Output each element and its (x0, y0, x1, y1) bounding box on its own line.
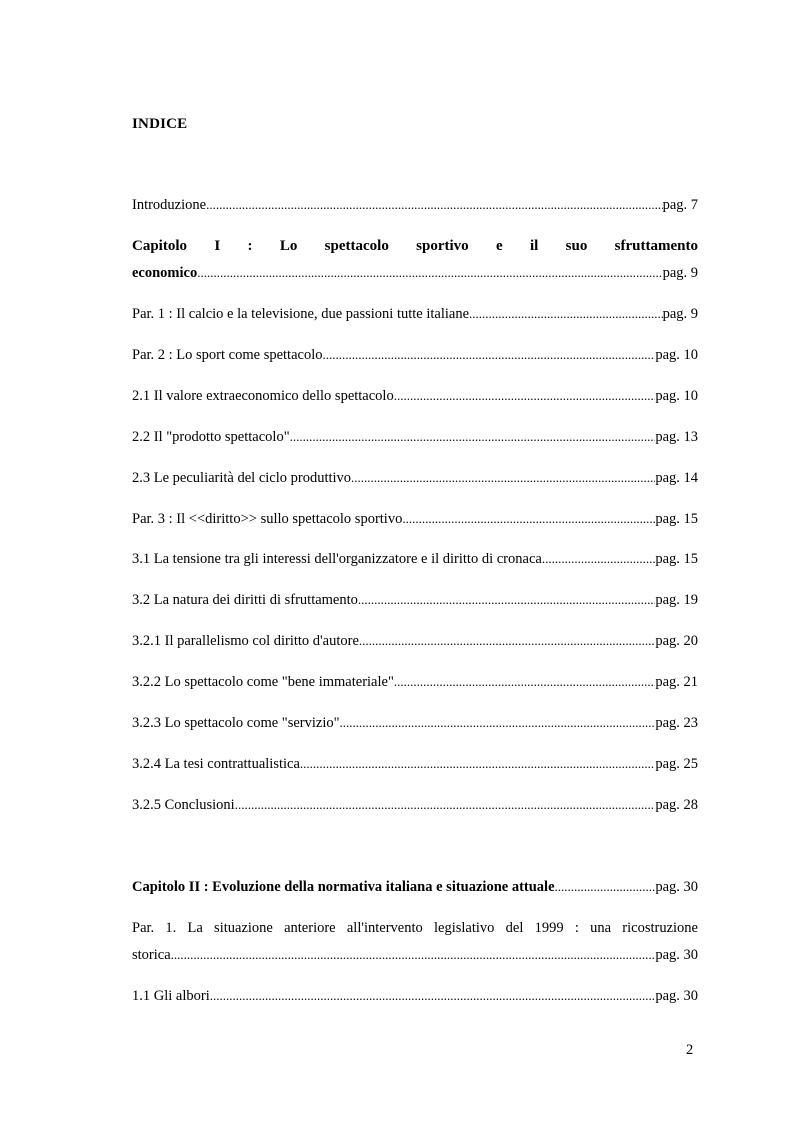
toc-entry-1-1 (132, 988, 698, 1005)
toc-leader-dots (542, 551, 656, 567)
toc-leader-dots (197, 265, 662, 281)
toc-entry-3-2-1 (132, 633, 698, 650)
toc-entry-par2 (132, 347, 698, 364)
toc-leader-dots (358, 592, 655, 608)
toc-entry-page: pag. 25 (655, 756, 698, 772)
toc-entry-label: 3.2.5 Conclusioni (132, 797, 235, 813)
toc-entry-label: 2.3 Le peculiarità del ciclo produttivo (132, 470, 352, 486)
toc-leader-dots (359, 633, 655, 649)
toc-entry-label: 2.1 Il valore extraeconomico dello spettacolo (132, 388, 394, 404)
toc-entry-ch2-par1 (132, 947, 698, 964)
toc-entry-label: 3.2.3 Lo spettacolo come "servizio" (132, 715, 340, 731)
toc-leader-dots (394, 674, 655, 690)
toc-entry-par3 (132, 511, 698, 528)
toc-entry-label: 3.2.2 Lo spettacolo come "bene immateriale" (132, 674, 394, 690)
toc-entry-label: Capitolo II : Evoluzione della normativa italiana e situazione attuale (132, 879, 555, 895)
toc-entry-ch2-par1-line1: Par. 1. La situazione anteriore all'intervento legislativo del 1999 : una ricostruzione (132, 920, 698, 936)
toc-leader-dots (171, 947, 656, 963)
toc-entry-par1 (132, 306, 698, 323)
toc-entry-page: pag. 23 (655, 715, 698, 731)
toc-entry-3-2-3 (132, 715, 698, 732)
toc-entry-chapter2 (132, 879, 698, 896)
toc-leader-dots (290, 429, 656, 445)
toc-entry-page: pag. 10 (655, 347, 698, 363)
toc-entry-page: pag. 15 (655, 551, 698, 567)
toc-entry-3-2-5 (132, 797, 698, 814)
toc-entry-2-3 (132, 470, 698, 487)
toc-entry-page: pag. 30 (655, 947, 698, 963)
toc-leader-dots (351, 470, 655, 486)
toc-entry-page: pag. 9 (662, 265, 698, 281)
toc-entry-page: pag. 30 (655, 879, 698, 895)
toc-entry-3-2-4 (132, 756, 698, 773)
toc-entry-label: 3.1 La tensione tra gli interessi dell'organizzatore e il diritto di cronaca (132, 551, 542, 567)
toc-entry-page: pag. 28 (655, 797, 698, 813)
index-title: INDICE (132, 116, 188, 132)
toc-leader-dots (402, 511, 655, 527)
toc-entry-page: pag. 21 (655, 674, 698, 690)
toc-entry-page: pag. 19 (655, 592, 698, 608)
page-number: 2 (686, 1042, 694, 1058)
toc-entry-3-1 (132, 551, 698, 568)
toc-entry-chapter1-line1: Capitolo I : Lo spettacolo sportivo e il suo sfruttamento (132, 238, 698, 254)
toc-entry-page: pag. 20 (655, 633, 698, 649)
toc-entry-page: pag. 14 (655, 470, 698, 486)
toc-leader-dots (300, 756, 655, 772)
toc-entry-page: pag. 9 (662, 306, 698, 322)
toc-entry-page: pag. 10 (655, 388, 698, 404)
toc-entry-label: storica (132, 947, 171, 963)
toc-leader-dots (394, 388, 656, 404)
toc-entry-label: 3.2.1 Il parallelismo col diritto d'autore (132, 633, 359, 649)
toc-entry-3-2-2 (132, 674, 698, 691)
toc-entry-label: Par. 1 : Il calcio e la televisione, due passioni tutte italiane (132, 306, 470, 322)
toc-leader-dots (469, 306, 663, 322)
toc-leader-dots (340, 715, 656, 731)
toc-entry-label: economico (132, 265, 198, 281)
toc-entry-chapter1 (132, 265, 698, 282)
toc-leader-dots (235, 797, 656, 813)
toc-entry-page: pag. 7 (662, 197, 698, 213)
toc-entry-label: Par. 3 : Il <<diritto>> sullo spettacolo sportivo (132, 511, 403, 527)
toc-entry-label: 3.2 La natura dei diritti di sfruttamento (132, 592, 358, 608)
toc-entry-page: pag. 30 (655, 988, 698, 1004)
toc-entry-introduction (132, 197, 698, 214)
toc-entry-3-2 (132, 592, 698, 609)
toc-entry-page: pag. 15 (655, 511, 698, 527)
toc-leader-dots (206, 197, 662, 213)
toc-leader-dots (210, 988, 656, 1004)
toc-entry-label: 2.2 Il "prodotto spettacolo" (132, 429, 290, 445)
toc-entry-label: Introduzione (132, 197, 207, 213)
toc-entry-page: pag. 13 (655, 429, 698, 445)
toc-entry-label: 1.1 Gli albori (132, 988, 210, 1004)
toc-entry-2-1 (132, 388, 698, 405)
toc-leader-dots (322, 347, 655, 363)
toc-entry-label: Par. 2 : Lo sport come spettacolo (132, 347, 323, 363)
toc-leader-dots (555, 879, 656, 895)
toc-entry-2-2 (132, 429, 698, 446)
toc-entry-label: 3.2.4 La tesi contrattualistica (132, 756, 300, 772)
